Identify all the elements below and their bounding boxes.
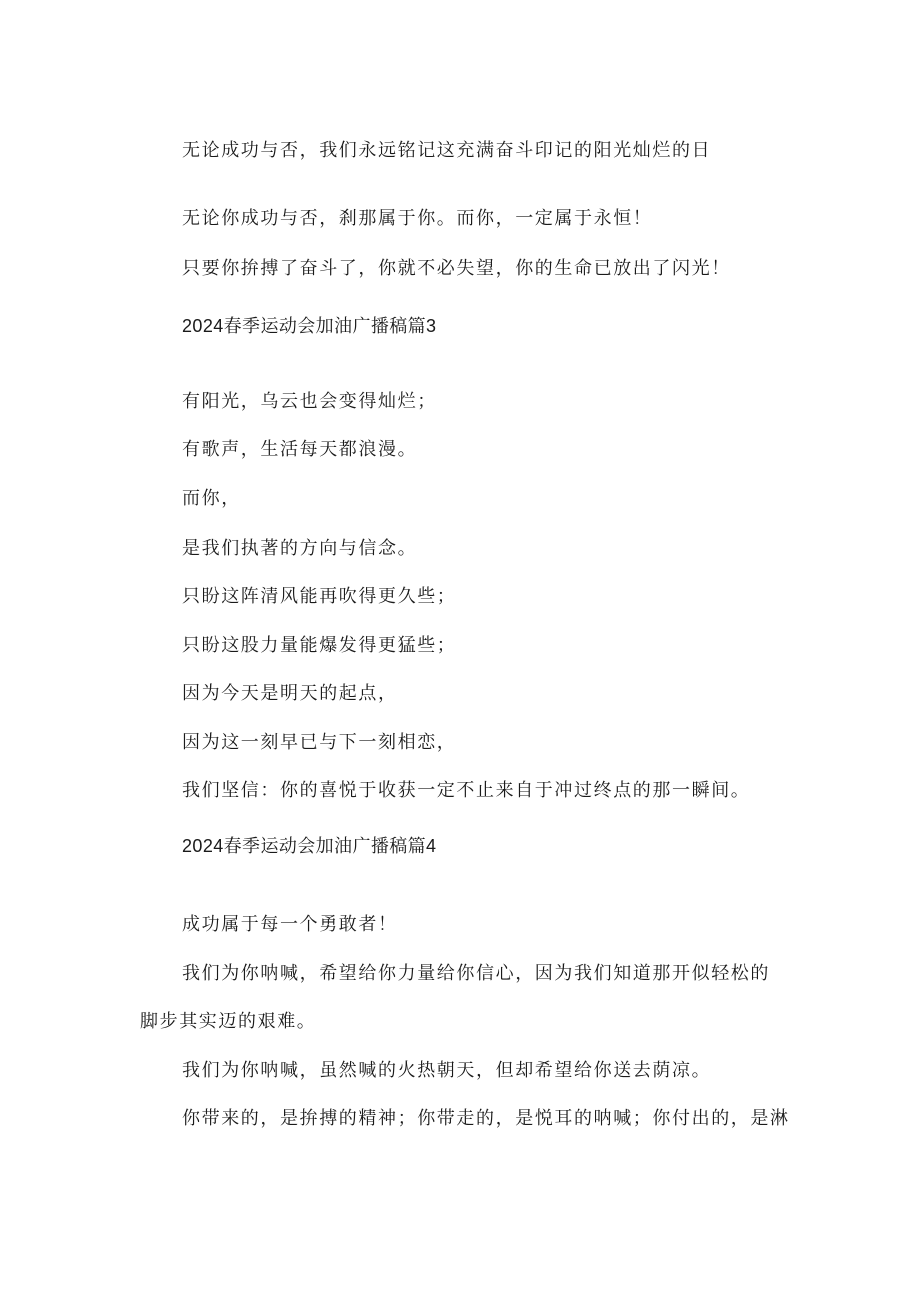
section-heading: 2024春季运动会加油广播稿篇4 bbox=[182, 836, 437, 856]
paragraph-line: 而你， bbox=[182, 488, 241, 509]
paragraph-line: 是我们执著的方向与信念。 bbox=[182, 538, 418, 559]
paragraph-line: 因为今天是明天的起点， bbox=[182, 683, 398, 704]
paragraph-line: 有歌声，生活每天都浪漫。 bbox=[182, 439, 418, 460]
paragraph-line: 因为这一刻早已与下一刻相恋， bbox=[182, 732, 457, 753]
paragraph-line: 脚步其实迈的艰难。 bbox=[140, 1011, 317, 1032]
paragraph-line: 你带来的，是拚搏的精神；你带走的，是悦耳的呐喊；你付出的，是淋 bbox=[182, 1108, 790, 1129]
paragraph-line: 只盼这阵清风能再吹得更久些； bbox=[182, 586, 457, 607]
paragraph-line: 有阳光，乌云也会变得灿烂； bbox=[182, 391, 437, 412]
paragraph-line: 无论你成功与否，刹那属于你。而你，一定属于永恒！ bbox=[182, 208, 653, 229]
paragraph-line: 我们为你呐喊，希望给你力量给你信心，因为我们知道那开似轻松的 bbox=[182, 963, 770, 984]
paragraph-line: 成功属于每一个勇敢者！ bbox=[182, 914, 398, 935]
paragraph-line: 我们为你呐喊，虽然喊的火热朝天，但却希望给你送去荫凉。 bbox=[182, 1060, 712, 1081]
paragraph-line: 无论成功与否，我们永远铭记这充满奋斗印记的阳光灿烂的日 bbox=[182, 140, 712, 161]
paragraph-line: 只盼这股力量能爆发得更猛些； bbox=[182, 635, 457, 656]
paragraph-line: 只要你拚搏了奋斗了，你就不必失望，你的生命已放出了闪光！ bbox=[182, 258, 731, 279]
section-heading: 2024春季运动会加油广播稿篇3 bbox=[182, 316, 437, 336]
paragraph-line: 我们坚信：你的喜悦于收获一定不止来自于冲过终点的那一瞬间。 bbox=[182, 780, 751, 801]
